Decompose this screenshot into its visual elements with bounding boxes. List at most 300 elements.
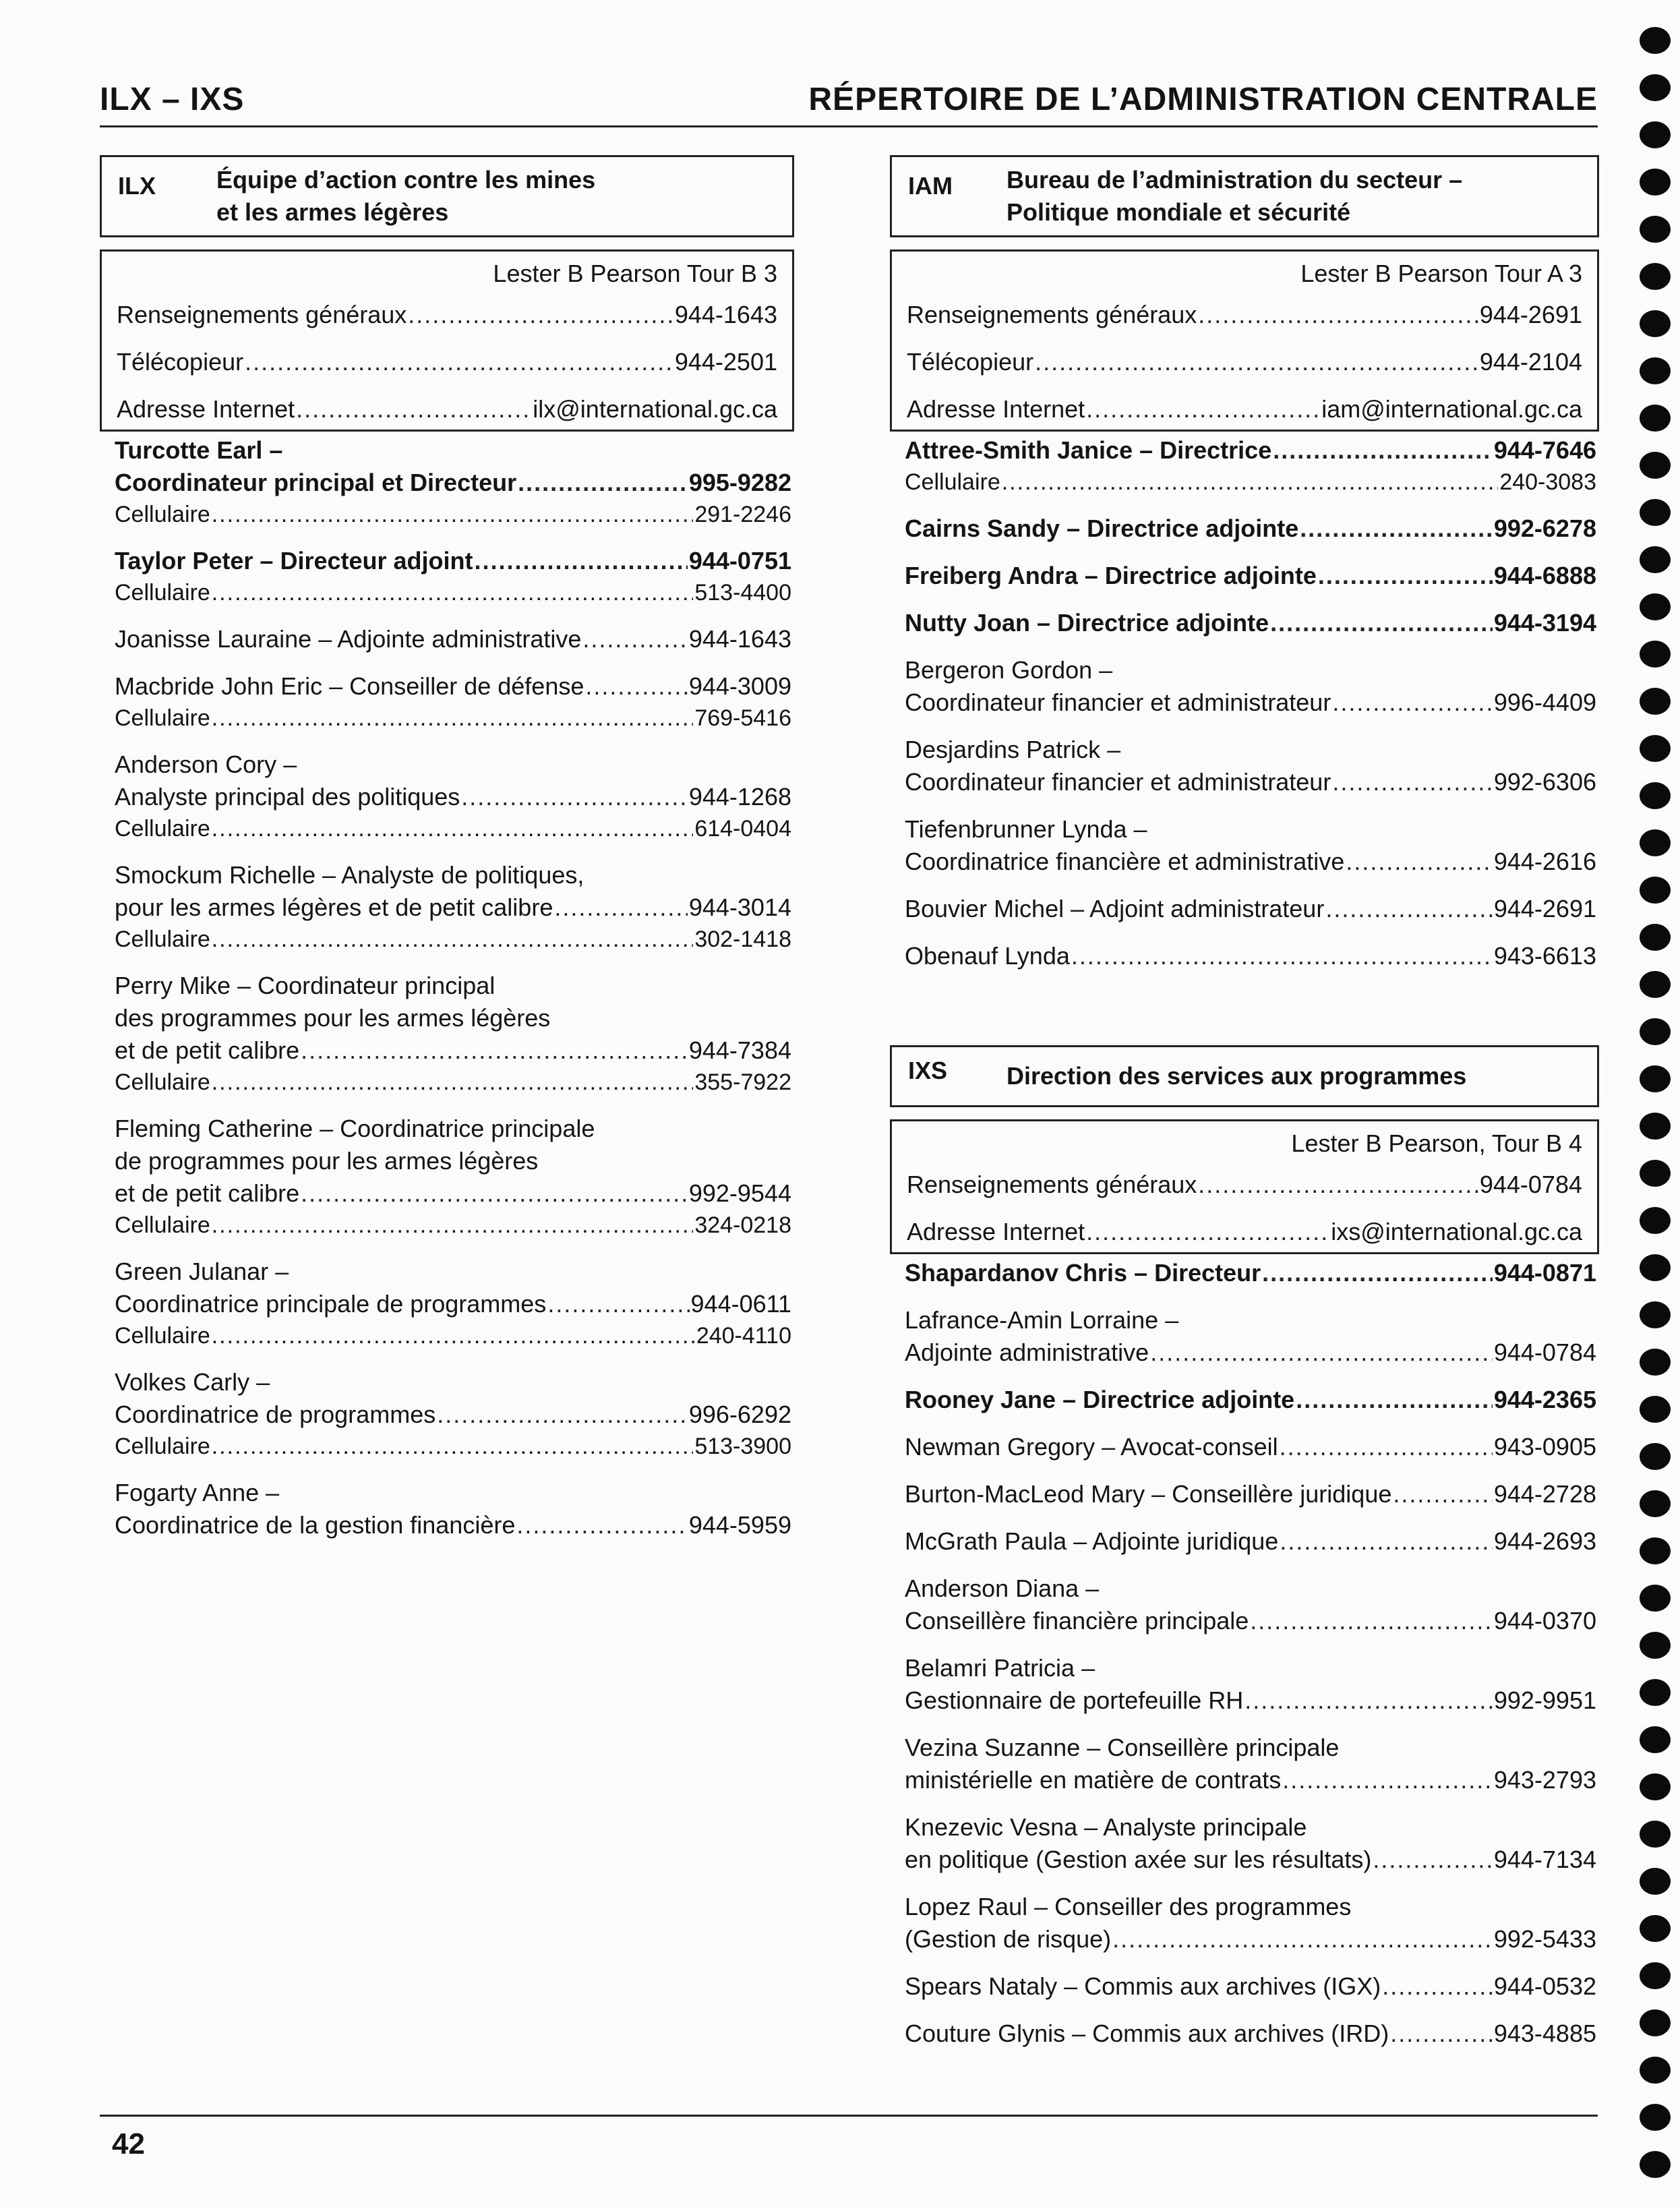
contact-name: Couture Glynis – Commis aux archives (IRD) — [905, 2020, 1389, 2047]
cellphone-label: Cellulaire — [115, 705, 210, 731]
contact-phone: 944-0871 — [1493, 1259, 1596, 1287]
contact-phone: 992-6306 — [1493, 768, 1596, 796]
contact-phone-row — [115, 467, 791, 499]
binding-hole — [1640, 121, 1671, 148]
cellphone-label: Cellulaire — [115, 816, 210, 842]
unit-name: Équipe d’action contre les mines et les armes légères — [216, 166, 596, 226]
contact-phone-row — [905, 512, 1596, 545]
contact-name: Bouvier Michel – Adjoint administrateur — [905, 895, 1325, 922]
contact-entry — [115, 1256, 791, 1351]
dot-leader — [1393, 1478, 1493, 1510]
directory-row — [907, 1216, 1582, 1248]
unit-box-iam — [890, 155, 1599, 237]
contact-entry — [905, 560, 1596, 592]
contact-name: et de petit calibre — [115, 1179, 300, 1207]
contact-entry — [905, 512, 1596, 545]
contact-phone-row — [905, 1525, 1596, 1558]
contact-phone: 944-0370 — [1493, 1607, 1596, 1635]
dot-leader — [475, 545, 688, 577]
footer-rule — [100, 2115, 1598, 2117]
dot-leader — [1382, 1970, 1493, 2003]
contact-phone-row — [115, 1034, 791, 1067]
dot-leader — [212, 1431, 694, 1462]
info-box-iam — [890, 249, 1599, 432]
cellphone-label: Cellulaire — [115, 926, 210, 952]
binding-hole — [1640, 1679, 1671, 1706]
contact-entry — [905, 1891, 1596, 1955]
contact-list — [890, 432, 1599, 972]
page-header — [100, 76, 1598, 127]
row-label: Renseignements généraux — [907, 301, 1197, 328]
binding-hole — [1640, 405, 1671, 432]
contact-entry — [115, 1366, 791, 1462]
binding-hole — [1640, 216, 1671, 243]
contact-phone: 944-2728 — [1493, 1480, 1596, 1508]
contact-phone-row — [905, 1478, 1596, 1510]
contact-name-lines: Turcotte Earl – — [115, 436, 283, 464]
contact-name-lines: Green Julanar – — [115, 1258, 289, 1285]
contact-phone-row — [115, 1509, 791, 1541]
dot-leader — [1373, 1844, 1493, 1876]
dot-leader — [1086, 1216, 1329, 1248]
binding-hole — [1640, 1821, 1671, 1848]
row-value: 944-0784 — [1479, 1171, 1582, 1198]
cellphone-label: Cellulaire — [115, 580, 210, 606]
dot-leader — [212, 1067, 694, 1098]
dot-leader — [212, 813, 694, 844]
contact-name: Coordinateur principal et Directeur — [115, 469, 517, 496]
binding-hole — [1640, 546, 1671, 573]
dot-leader — [516, 1509, 688, 1541]
contact-entry — [115, 748, 791, 844]
cellphone-row — [115, 1431, 791, 1462]
row-value: 944-2104 — [1479, 348, 1582, 376]
contact-entry — [905, 1257, 1596, 1289]
cellphone-row — [115, 1320, 791, 1351]
contact-phone-row — [905, 1257, 1596, 1289]
dot-leader — [1390, 2018, 1493, 2050]
dot-leader — [212, 924, 694, 955]
binding-hole — [1640, 1254, 1671, 1281]
contact-entry — [115, 859, 791, 955]
contact-name: Newman Gregory – Avocat-conseil — [905, 1433, 1278, 1461]
contact-phone-row — [905, 560, 1596, 592]
dot-leader — [1273, 434, 1493, 467]
contact-name-lines: Tiefenbrunner Lynda – — [905, 815, 1147, 843]
cellphone-number: 614-0404 — [694, 816, 791, 842]
contact-entry — [905, 1732, 1596, 1796]
contact-entry — [905, 1525, 1596, 1558]
dot-leader — [582, 623, 687, 655]
row-label: Télécopieur — [907, 348, 1034, 376]
binding-hole — [1640, 1207, 1671, 1234]
contact-phone: 992-9544 — [688, 1179, 791, 1207]
contact-entry — [905, 1384, 1596, 1416]
contact-entry — [905, 1572, 1596, 1637]
contact-phone-row — [115, 1288, 791, 1320]
left-column — [100, 155, 794, 1556]
info-rows — [117, 299, 777, 425]
binding-hole — [1640, 74, 1671, 101]
contact-entry — [905, 893, 1596, 925]
info-box-ilx — [100, 249, 794, 432]
dot-leader — [1282, 1764, 1493, 1796]
contact-name: Cairns Sandy – Directrice adjointe — [905, 514, 1299, 542]
binding-hole — [1640, 641, 1671, 668]
dot-leader — [1002, 467, 1499, 498]
binding-hole — [1640, 829, 1671, 856]
contact-name: Gestionnaire de portefeuille RH — [905, 1686, 1244, 1714]
dot-leader — [212, 499, 694, 530]
unit-code: ILX — [118, 172, 156, 200]
dot-leader — [554, 891, 688, 924]
unit-name: Direction des services aux programmes — [1007, 1062, 1467, 1090]
binding-hole — [1640, 593, 1671, 620]
contact-entry — [115, 623, 791, 655]
binding-hole — [1640, 782, 1671, 809]
dot-leader — [1325, 893, 1493, 925]
cellphone-number: 355-7922 — [694, 1069, 791, 1095]
dot-leader — [1280, 1431, 1493, 1463]
binding-hole — [1640, 877, 1671, 904]
directory-row — [907, 346, 1582, 378]
dot-leader — [547, 1288, 689, 1320]
info-rows — [907, 299, 1582, 425]
contact-phone-row — [905, 1431, 1596, 1463]
contact-entry — [905, 1304, 1596, 1369]
cellphone-label: Cellulaire — [115, 1434, 210, 1459]
header-section-range: ILX – IXS — [100, 82, 245, 117]
binding-hole — [1640, 499, 1671, 526]
contact-entry — [115, 670, 791, 734]
dot-leader — [1346, 846, 1493, 878]
contact-phone: 992-5433 — [1493, 1925, 1596, 1953]
contact-name-lines: Anderson Diana – — [905, 1575, 1100, 1602]
dot-leader — [1244, 1684, 1493, 1717]
binding-hole — [1640, 1160, 1671, 1187]
cellphone-number: 302-1418 — [694, 926, 791, 952]
contact-entry — [115, 434, 791, 530]
row-label: Adresse Internet — [907, 395, 1085, 423]
binding-hole — [1640, 169, 1671, 196]
contact-phone: 944-3009 — [688, 672, 791, 700]
cellphone-number: 513-4400 — [694, 580, 791, 606]
contact-phone: 944-2691 — [1493, 895, 1596, 922]
contact-list — [890, 1254, 1599, 2050]
contact-name: McGrath Paula – Adjointe juridique — [905, 1527, 1279, 1555]
contact-name: Obenauf Lynda — [905, 942, 1070, 970]
contact-entry — [905, 813, 1596, 878]
contact-name-lines: Fogarty Anne – — [115, 1479, 280, 1506]
unit-code: IAM — [908, 172, 953, 200]
contact-name-lines: Belamri Patricia – — [905, 1654, 1096, 1682]
contact-name: Spears Nataly – Commis aux archives (IGX) — [905, 1972, 1381, 2000]
contact-name: Burton-MacLeod Mary – Conseillère juridique — [905, 1480, 1392, 1508]
contact-phone-row — [115, 670, 791, 703]
contact-phone-row — [905, 2018, 1596, 2050]
cellphone-row — [115, 1067, 791, 1098]
binding-hole — [1640, 1490, 1671, 1517]
binding-hole — [1640, 1962, 1671, 1989]
contact-phone-row — [115, 891, 791, 924]
binding-hole — [1640, 357, 1671, 384]
contact-name: Adjointe administrative — [905, 1338, 1149, 1366]
contact-name-lines: Fleming Catherine – Coordinatrice principale de programmes pour les armes légères — [115, 1115, 595, 1175]
contact-phone-row — [905, 607, 1596, 639]
contact-name-lines: Bergeron Gordon – — [905, 656, 1113, 684]
contact-phone-row — [905, 940, 1596, 972]
dot-leader — [1280, 1525, 1493, 1558]
contact-name: Coordinateur financier et administrateur — [905, 768, 1331, 796]
contact-phone: 944-7384 — [688, 1036, 791, 1064]
dot-leader — [212, 703, 694, 734]
location: Lester B Pearson, Tour B 4 — [1291, 1129, 1582, 1157]
contact-phone: 944-6888 — [1493, 562, 1596, 589]
cellphone-row — [115, 813, 791, 844]
cellphone-row — [115, 577, 791, 608]
unit-box-ixs — [890, 1045, 1599, 1107]
contact-phone-row — [115, 545, 791, 577]
contact-phone: 944-2365 — [1493, 1386, 1596, 1413]
binding-hole — [1640, 1349, 1671, 1376]
info-rows — [907, 1169, 1582, 1248]
contact-phone-row — [115, 781, 791, 813]
right-column — [890, 155, 1599, 2065]
contact-name: Joanisse Lauraine – Adjointe administrative — [115, 625, 582, 653]
binding-hole — [1640, 688, 1671, 715]
dot-leader — [1035, 346, 1478, 378]
row-label: Adresse Internet — [907, 1218, 1085, 1245]
row-value: 944-2691 — [1479, 301, 1582, 328]
contact-entry — [905, 940, 1596, 972]
location: Lester B Pearson Tour A 3 — [1300, 260, 1582, 287]
contact-phone: 943-2793 — [1493, 1766, 1596, 1794]
dot-leader — [1262, 1257, 1493, 1289]
contact-phone: 943-6613 — [1493, 942, 1596, 970]
contact-phone-row — [905, 766, 1596, 798]
contact-phone: 944-0611 — [690, 1290, 791, 1318]
contact-phone-row — [905, 1923, 1596, 1955]
directory-row — [117, 346, 777, 378]
contact-entry — [905, 2018, 1596, 2050]
binding-hole — [1640, 735, 1671, 762]
contact-phone-row — [115, 1177, 791, 1210]
dot-leader — [1150, 1336, 1493, 1369]
dot-leader — [1300, 512, 1493, 545]
dot-leader — [212, 1210, 694, 1241]
contact-phone: 944-1643 — [688, 625, 791, 653]
binding-hole — [1640, 27, 1671, 54]
contact-name-lines: Knezevic Vesna – Analyste principale — [905, 1813, 1307, 1841]
dot-leader — [296, 393, 531, 425]
cellphone-label: Cellulaire — [115, 1069, 210, 1095]
binding-hole — [1640, 1915, 1671, 1942]
contact-name: Attree-Smith Janice – Directrice — [905, 436, 1272, 464]
binding-hole — [1640, 2009, 1671, 2036]
contact-phone-row — [115, 623, 791, 655]
cellphone-label: Cellulaire — [115, 1323, 210, 1349]
contact-phone: 995-9282 — [688, 469, 791, 496]
binding-hole — [1640, 1443, 1671, 1470]
contact-phone: 992-6278 — [1493, 514, 1596, 542]
contact-phone-row — [905, 846, 1596, 878]
contact-name-lines: Vezina Suzanne – Conseillère principale — [905, 1734, 1340, 1761]
dot-leader — [1270, 607, 1493, 639]
dot-leader — [301, 1177, 688, 1210]
dot-leader — [461, 781, 688, 813]
contact-name: Macbride John Eric – Conseiller de défense — [115, 672, 584, 700]
contact-name: (Gestion de risque) — [905, 1925, 1112, 1953]
contact-entry — [905, 1652, 1596, 1717]
row-value: 944-2501 — [674, 348, 777, 376]
binding-hole — [1640, 2057, 1671, 2084]
dot-leader — [1198, 299, 1478, 331]
binding-hole — [1640, 971, 1671, 998]
contact-phone: 944-7646 — [1493, 436, 1596, 464]
row-value: ilx@international.gc.ca — [533, 395, 777, 423]
contact-phone-row — [905, 1336, 1596, 1369]
cellphone-number: 324-0218 — [694, 1212, 791, 1238]
unit-box-ilx — [100, 155, 794, 237]
contact-entry — [115, 970, 791, 1098]
binding-hole — [1640, 1301, 1671, 1328]
header-directory-title: RÉPERTOIRE DE L’ADMINISTRATION CENTRALE — [808, 82, 1598, 117]
contact-phone: 944-5959 — [688, 1511, 791, 1539]
contact-entry — [905, 1970, 1596, 2003]
contact-phone: 944-3194 — [1493, 609, 1596, 637]
cellphone-label: Cellulaire — [905, 469, 1000, 495]
contact-phone-row — [905, 1764, 1596, 1796]
contact-phone-row — [905, 434, 1596, 467]
cellphone-row — [115, 703, 791, 734]
contact-name: Nutty Joan – Directrice adjointe — [905, 609, 1269, 637]
binding-hole — [1640, 1113, 1671, 1140]
contact-phone-row — [905, 1970, 1596, 2003]
contact-name-lines: Perry Mike – Coordinateur principal des programmes pour les armes légères — [115, 972, 551, 1032]
contact-entry — [905, 607, 1596, 639]
row-label: Renseignements généraux — [117, 301, 407, 328]
contact-name: ministérielle en matière de contrats — [905, 1766, 1282, 1794]
cellphone-number: 513-3900 — [694, 1434, 791, 1459]
contact-phone-row — [115, 1399, 791, 1431]
cellphone-number: 291-2246 — [694, 502, 791, 527]
dot-leader — [1071, 940, 1493, 972]
dot-leader — [245, 346, 673, 378]
dot-leader — [212, 577, 694, 608]
binding-hole — [1640, 2151, 1671, 2178]
contact-phone: 944-1268 — [688, 783, 791, 811]
dot-leader — [212, 1320, 695, 1351]
dot-leader — [585, 670, 687, 703]
binding-hole — [1640, 924, 1671, 951]
contact-phone: 996-4409 — [1493, 688, 1596, 716]
contact-entry — [115, 545, 791, 608]
contact-name: Freiberg Andra – Directrice adjointe — [905, 562, 1317, 589]
binding-hole — [1640, 1396, 1671, 1423]
dot-leader — [1086, 393, 1320, 425]
dot-leader — [1318, 560, 1493, 592]
binding-hole — [1640, 1065, 1671, 1092]
contact-name: Taylor Peter – Directeur adjoint — [115, 547, 473, 575]
dot-leader — [518, 467, 688, 499]
binding-hole — [1640, 452, 1671, 479]
contact-phone: 944-7134 — [1493, 1846, 1596, 1873]
contact-name: et de petit calibre — [115, 1036, 300, 1064]
cellphone-label: Cellulaire — [115, 1212, 210, 1238]
binding-holes — [1640, 20, 1671, 2198]
cellphone-row — [115, 924, 791, 955]
dot-leader — [1332, 766, 1493, 798]
contact-name: Coordinateur financier et administrateur — [905, 688, 1331, 716]
contact-name: Coordinatrice de la gestion financière — [115, 1511, 516, 1539]
dot-leader — [1112, 1923, 1493, 1955]
dot-leader — [301, 1034, 688, 1067]
contact-phone-row — [905, 686, 1596, 719]
cellphone-row — [905, 467, 1596, 498]
contact-name-lines: Desjardins Patrick – — [905, 736, 1121, 763]
row-value: 944-1643 — [674, 301, 777, 328]
contact-phone: 996-6292 — [688, 1401, 791, 1428]
binding-hole — [1640, 1773, 1671, 1800]
cellphone-number: 240-4110 — [696, 1323, 791, 1349]
dot-leader — [1296, 1384, 1493, 1416]
contact-name: Coordinatrice principale de programmes — [115, 1290, 547, 1318]
binding-hole — [1640, 1585, 1671, 1612]
contact-name: Coordinatrice de programmes — [115, 1401, 436, 1428]
contact-phone: 943-0905 — [1493, 1433, 1596, 1461]
directory-row — [117, 393, 777, 425]
contact-name: Coordinatrice financière et administrative — [905, 848, 1345, 875]
contact-list — [100, 432, 794, 1541]
dot-leader — [1198, 1169, 1478, 1201]
contact-phone: 944-0532 — [1493, 1972, 1596, 2000]
binding-hole — [1640, 1537, 1671, 1564]
contact-entry — [905, 1478, 1596, 1510]
directory-row — [907, 299, 1582, 331]
binding-hole — [1640, 263, 1671, 290]
row-value: ixs@international.gc.ca — [1331, 1218, 1582, 1245]
cellphone-row — [115, 1210, 791, 1241]
contact-phone: 943-4885 — [1493, 2020, 1596, 2047]
binding-hole — [1640, 310, 1671, 337]
contact-phone-row — [905, 893, 1596, 925]
binding-hole — [1640, 2104, 1671, 2131]
contact-entry — [905, 1811, 1596, 1876]
contact-name-lines: Lopez Raul – Conseiller des programmes — [905, 1893, 1352, 1920]
binding-hole — [1640, 1632, 1671, 1659]
cellphone-label: Cellulaire — [115, 502, 210, 527]
contact-name: Analyste principal des politiques — [115, 783, 460, 811]
directory-row — [907, 393, 1582, 425]
contact-entry — [905, 1431, 1596, 1463]
location: Lester B Pearson Tour B 3 — [493, 260, 777, 287]
contact-name-lines: Smockum Richelle – Analyste de politiques, — [115, 861, 584, 889]
contact-entry — [115, 1477, 791, 1541]
contact-phone-row — [905, 1684, 1596, 1717]
row-label: Télécopieur — [117, 348, 244, 376]
contact-name: pour les armes légères et de petit calibre — [115, 893, 553, 921]
unit-code: IXS — [908, 1057, 948, 1084]
unit-name: Bureau de l’administration du secteur – Politique mondiale et sécurité — [1007, 166, 1463, 226]
row-label: Renseignements généraux — [907, 1171, 1197, 1198]
directory-row — [117, 299, 777, 331]
contact-name-lines: Volkes Carly – — [115, 1368, 270, 1396]
cellphone-number: 240-3083 — [1499, 469, 1596, 495]
binding-hole — [1640, 1018, 1671, 1045]
row-label: Adresse Internet — [117, 395, 295, 423]
contact-phone: 944-3014 — [688, 893, 791, 921]
contact-name-lines: Anderson Cory – — [115, 751, 297, 778]
